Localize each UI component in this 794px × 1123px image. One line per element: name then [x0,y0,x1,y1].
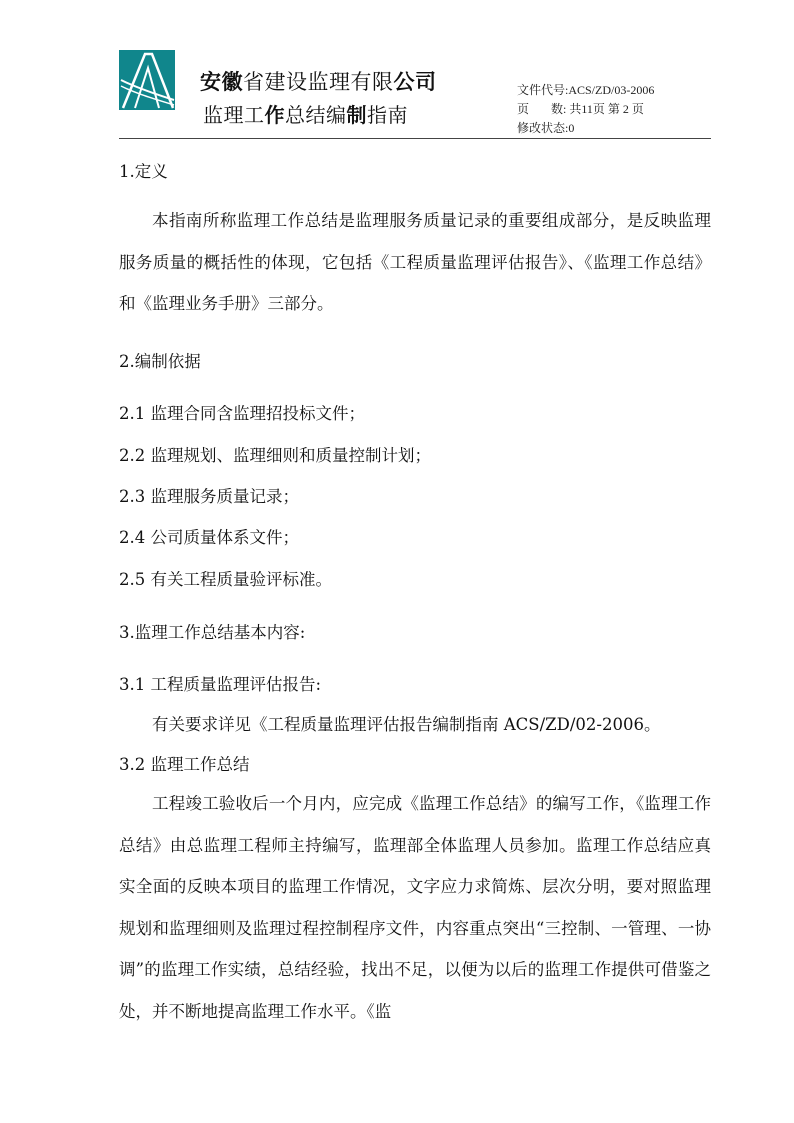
list-item: 2.3 监理服务质量记录； [119,487,299,506]
paragraph: 有关要求详见《工程质量监理评估报告编制指南 ACS/ZD/02-2006。 [152,715,661,734]
company-logo [119,50,175,110]
header-divider [119,138,711,139]
paragraph: 工程竣工验收后一个月内，应完成《监理工作总结》的编写工作，《监理工作总结》由总监理工程师主持编写，监理部全体监理人员参加。监理工作总结应真实全面的反映本项目的监理工作情况，文字应力求简炼、层次分明，要对照监理规划和监理细则及监理过程控制程序文件，内容重点突出“三控制、一管理、一协调”的监理工作实绩，总结经验，找出不足，以便为以后的监理工作提供可借鉴之处，并不断地提高监理工作水平。《监 [119,794,711,1021]
list-item: 2.2 监理规划、监理细则和质量控制计划； [119,446,431,465]
company-name: 安徽省建设监理有限公司 [200,69,437,94]
doc-code: 文件代号:ACS/ZD/03-2006 [517,83,655,97]
page-count: 页 数: 共11页 第 2 页 [517,102,644,116]
section-heading: 1.定义 [119,162,168,181]
list-item: 2.5 有关工程质量验评标准。 [119,570,332,589]
subsection-heading: 3.2 监理工作总结 [119,755,250,774]
revision-status: 修改状态:0 [517,121,575,135]
section-heading: 2.编制依据 [119,352,201,371]
subsection-heading: 3.1 工程质量监理评估报告: [119,675,322,694]
document-meta [517,81,654,138]
section-heading: 3.监理工作总结基本内容: [119,623,306,642]
list-item: 2.1 监理合同含监理招投标文件； [119,404,365,423]
paragraph: 本指南所称监理工作总结是监理服务质量记录的重要组成部分，是反映监理服务质量的概括性的体现，它包括《工程质量监理评估报告》、《监理工作总结》和《监理业务手册》三部分。 [119,211,711,313]
document-title: 监理工作总结编制指南 [203,103,408,127]
list-item: 2.4 公司质量体系文件； [119,528,299,547]
